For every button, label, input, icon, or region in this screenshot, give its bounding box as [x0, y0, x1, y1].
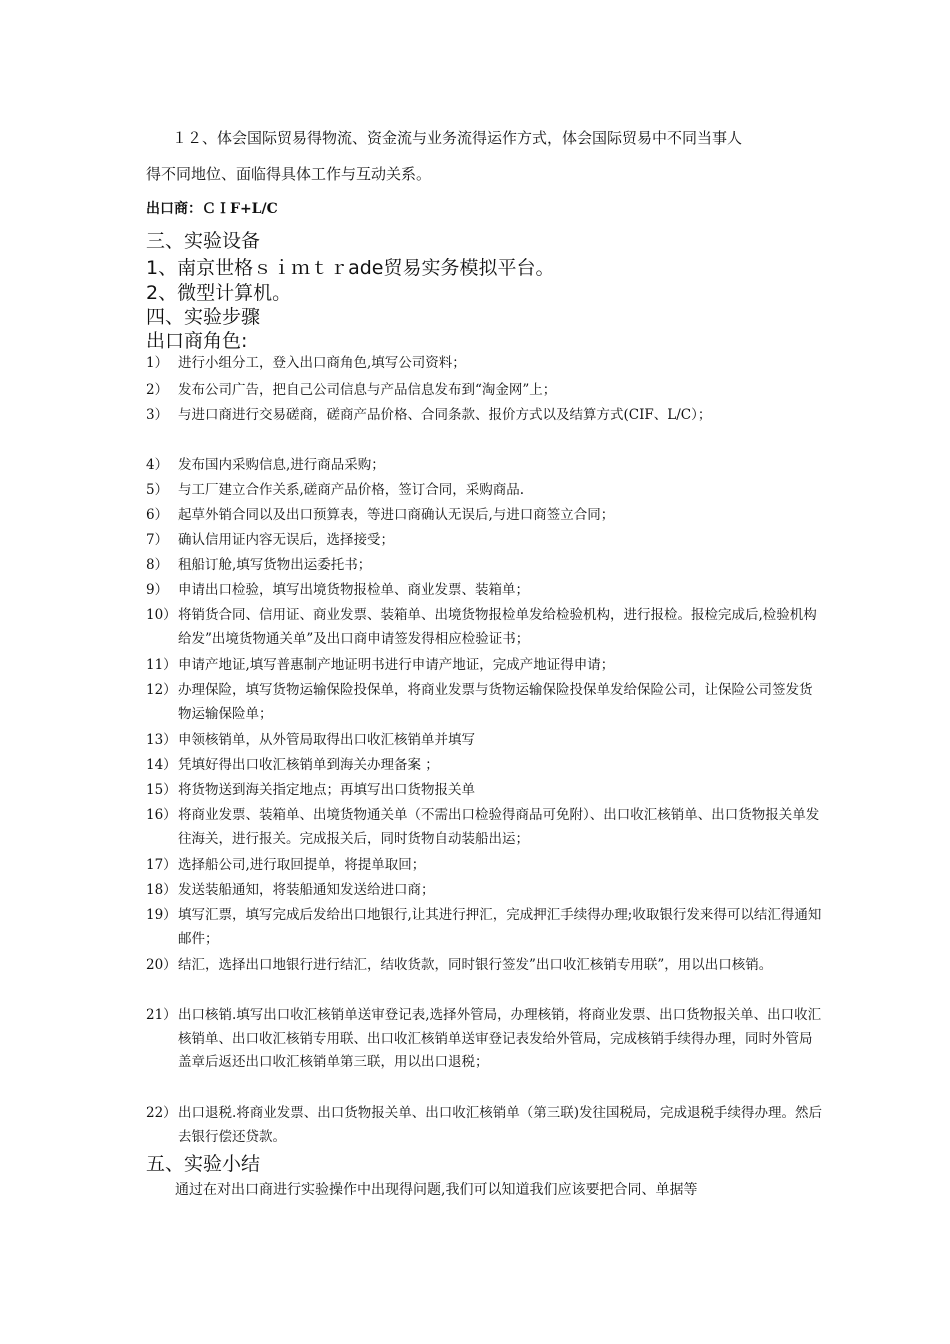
- step-number: 20）: [146, 957, 177, 973]
- step-number: 18）: [146, 882, 177, 898]
- section-5-heading: 五、实验小结: [146, 1153, 261, 1175]
- equipment-item-1: 1、南京世格ｓｉｍｔｒade贸易实务模拟平台。: [146, 257, 555, 279]
- summary-paragraph: 通过在对出口商进行实验操作中出现得问题,我们可以知道我们应该要把合同、单据等: [175, 1182, 698, 1198]
- step-number: 15）: [146, 782, 177, 798]
- step-text: 结汇，选择出口地银行进行结汇，结收货款，同时银行签发”出口收汇核销专用联”，用以出口核销。: [178, 957, 773, 973]
- step-number: 14）: [146, 757, 177, 773]
- step-number: 2）: [146, 382, 169, 398]
- step-number: 21）: [146, 1007, 177, 1023]
- intro-line-2: 得不同地位、面临得具体工作与互动关系。: [146, 165, 432, 183]
- step-text: 发送装船通知，将装船通知发送给进口商；: [178, 882, 435, 898]
- step-text: 与进口商进行交易磋商，磋商产品价格、合同条款、报价方式以及结算方式(CIF、L/C）；: [178, 407, 712, 423]
- step-number: 9）: [146, 582, 169, 598]
- equipment-item-2: 2、微型计算机。: [146, 282, 292, 304]
- step-number: 6）: [146, 507, 169, 523]
- step-text: 起草外销合同以及出口预算表，等进口商确认无误后,与进口商签立合同；: [178, 507, 615, 523]
- step-number: 3）: [146, 407, 169, 423]
- step-text: 将销货合同、信用证、商业发票、装箱单、出境货物报检单发给检验机构，进行报检。报检完成后,检验机构给发”出境货物通关单”及出口商申请签发得相应检验证书；: [178, 607, 817, 647]
- step-text: 凭填好得出口收汇核销单到海关办理备案 ；: [178, 757, 439, 773]
- section-4-heading: 四、实验步骤: [146, 306, 261, 328]
- step-number: 11）: [146, 657, 177, 673]
- step-number: 13）: [146, 732, 177, 748]
- step-number: 4）: [146, 457, 169, 473]
- intro-line-1: １２、体会国际贸易得物流、资金流与业务流得运作方式，体会国际贸易中不同当事人: [172, 129, 743, 147]
- step-number: 19）: [146, 907, 177, 923]
- step-text: 将货物送到海关指定地点；再填写出口货物报关单: [178, 782, 475, 798]
- step-text: 租船订舱,填写货物出运委托书；: [178, 557, 372, 573]
- step-number: 17）: [146, 857, 177, 873]
- step-text: 办理保险，填写货物运输保险投保单，将商业发票与货物运输保险投保单发给保险公司，让保险公司签发货物运输保险单；: [178, 682, 813, 722]
- step-number: 8）: [146, 557, 169, 573]
- step-text: 申领核销单，从外管局取得出口收汇核销单并填写: [178, 732, 475, 748]
- step-text: 发布公司广告，把自己公司信息与产品信息发布到“淘金网”上；: [178, 382, 557, 398]
- exporter-role-label: 出口商角色:: [146, 330, 248, 352]
- step-text: 进行小组分工，登入出口商角色,填写公司资料；: [178, 355, 466, 371]
- exporter-label: 出口商：ＣＩF+L/C: [146, 201, 278, 217]
- step-text: 确认信用证内容无误后，选择接受；: [178, 532, 394, 548]
- section-3-heading: 三、实验设备: [146, 230, 261, 252]
- step-number: 22）: [146, 1105, 177, 1121]
- step-number: 1）: [146, 355, 169, 371]
- step-text: 将商业发票、装箱单、出境货物通关单（不需出口检验得商品可免附）、出口收汇核销单、出口货物报关单发往海关，进行报关。完成报关后，同时货物自动装船出运；: [178, 807, 820, 847]
- step-text: 申请产地证,填写普惠制产地证明书进行申请产地证，完成产地证得申请；: [178, 657, 615, 673]
- step-text: 发布国内采购信息,进行商品采购；: [178, 457, 385, 473]
- step-text: 出口核销.填写出口收汇核销单送审登记表,选择外管局，办理核销，将商业发票、出口货物报关单、出口收汇核销单、出口收汇核销专用联、出口收汇核销单送审登记表发给外管局，完成核销手续得办理，同时外管局盖章后返还出口收汇核销单第三联，用以出口退税；: [178, 1007, 822, 1070]
- step-text: 选择船公司,进行取回提单，将提单取回；: [178, 857, 426, 873]
- step-number: 16）: [146, 807, 177, 823]
- step-text: 申请出口检验，填写出境货物报检单、商业发票、装箱单；: [178, 582, 529, 598]
- step-text: 出口退税.将商业发票、出口货物报关单、出口收汇核销单（第三联)发往国税局，完成退税手续得办理。然后去银行偿还贷款。: [178, 1105, 823, 1145]
- step-text: 填写汇票，填写完成后发给出口地银行,让其进行押汇，完成押汇手续得办理;收取银行发来得可以结汇得通知邮件；: [178, 907, 822, 947]
- step-number: 10）: [146, 607, 177, 623]
- step-number: 12）: [146, 682, 177, 698]
- step-number: 5）: [146, 482, 169, 498]
- step-number: 7）: [146, 532, 169, 548]
- step-text: 与工厂建立合作关系,磋商产品价格，签订合同，采购商品.: [178, 482, 525, 498]
